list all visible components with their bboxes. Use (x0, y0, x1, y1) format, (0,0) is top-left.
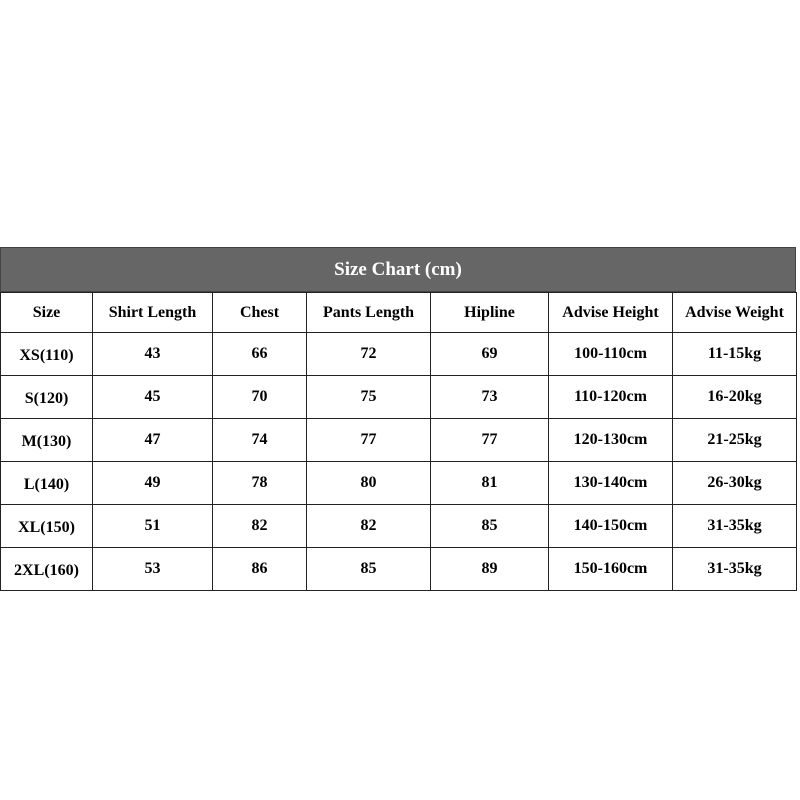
header-chest: Chest (213, 293, 307, 333)
size-table (0, 292, 797, 591)
table-row (1, 462, 797, 505)
size-chart (0, 247, 796, 591)
cell-chest: 82 (213, 505, 307, 548)
cell-pants-length: 82 (307, 505, 431, 548)
cell-pants-length: 85 (307, 548, 431, 591)
header-shirt-length: Shirt Length (93, 293, 213, 333)
size-chart-title: Size Chart (cm) (0, 247, 796, 292)
cell-size: 2XL(160) (1, 548, 93, 591)
cell-size: XS(110) (1, 333, 93, 376)
header-advise-height: Advise Height (549, 293, 673, 333)
cell-advise-weight: 31-35kg (673, 548, 797, 591)
cell-shirt-length: 49 (93, 462, 213, 505)
cell-shirt-length: 53 (93, 548, 213, 591)
cell-hipline: 69 (431, 333, 549, 376)
table-row (1, 548, 797, 591)
cell-chest: 70 (213, 376, 307, 419)
header-hipline: Hipline (431, 293, 549, 333)
cell-chest: 66 (213, 333, 307, 376)
table-row (1, 376, 797, 419)
cell-advise-weight: 11-15kg (673, 333, 797, 376)
cell-pants-length: 72 (307, 333, 431, 376)
table-row (1, 505, 797, 548)
cell-size: M(130) (1, 419, 93, 462)
cell-hipline: 81 (431, 462, 549, 505)
table-body (1, 333, 797, 591)
table-row (1, 333, 797, 376)
cell-advise-height: 140-150cm (549, 505, 673, 548)
cell-advise-height: 130-140cm (549, 462, 673, 505)
cell-advise-height: 100-110cm (549, 333, 673, 376)
table-row (1, 419, 797, 462)
cell-advise-weight: 26-30kg (673, 462, 797, 505)
cell-chest: 74 (213, 419, 307, 462)
cell-advise-height: 110-120cm (549, 376, 673, 419)
header-size: Size (1, 293, 93, 333)
header-row (1, 293, 797, 333)
cell-pants-length: 77 (307, 419, 431, 462)
cell-advise-weight: 16-20kg (673, 376, 797, 419)
cell-shirt-length: 47 (93, 419, 213, 462)
cell-advise-weight: 31-35kg (673, 505, 797, 548)
cell-shirt-length: 45 (93, 376, 213, 419)
cell-shirt-length: 51 (93, 505, 213, 548)
cell-advise-weight: 21-25kg (673, 419, 797, 462)
cell-advise-height: 150-160cm (549, 548, 673, 591)
cell-hipline: 73 (431, 376, 549, 419)
cell-chest: 86 (213, 548, 307, 591)
cell-pants-length: 80 (307, 462, 431, 505)
cell-pants-length: 75 (307, 376, 431, 419)
cell-hipline: 77 (431, 419, 549, 462)
cell-chest: 78 (213, 462, 307, 505)
cell-size: S(120) (1, 376, 93, 419)
table-header (1, 293, 797, 333)
header-pants-length: Pants Length (307, 293, 431, 333)
cell-shirt-length: 43 (93, 333, 213, 376)
cell-size: L(140) (1, 462, 93, 505)
cell-advise-height: 120-130cm (549, 419, 673, 462)
cell-hipline: 89 (431, 548, 549, 591)
cell-size: XL(150) (1, 505, 93, 548)
header-advise-weight: Advise Weight (673, 293, 797, 333)
cell-hipline: 85 (431, 505, 549, 548)
